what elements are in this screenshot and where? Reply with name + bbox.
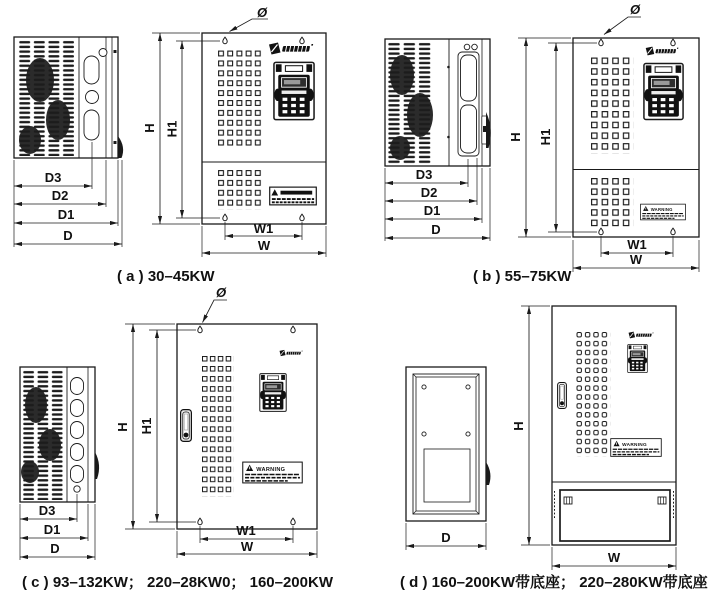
dim-label-d2: D2 (420, 185, 438, 200)
caption-a: ( a ) 30–45KW (117, 268, 215, 285)
side-view-c (20, 367, 99, 502)
vent-holes (591, 178, 633, 230)
dim-label-d1: D1 (57, 207, 75, 222)
dim-label-h: H (508, 132, 523, 142)
dim-label-w: W (240, 539, 254, 554)
dim-label-h: H (115, 422, 130, 432)
cutout-hole (74, 486, 80, 492)
cutout-slot (84, 110, 99, 140)
cable-hole (99, 49, 107, 57)
depth-dimensions-b (385, 158, 490, 241)
dim-label-w1: W1 (627, 237, 647, 252)
dim-label-d1: D1 (43, 522, 61, 537)
vent-holes (218, 170, 264, 210)
diameter-symbol: Ø (629, 2, 641, 17)
cable-hole (464, 44, 470, 50)
vent-grille (17, 40, 75, 156)
base-pedestal (555, 490, 674, 541)
dim-label-w1: W1 (236, 523, 256, 538)
dim-label-w: W (257, 238, 271, 253)
dim-label-d: D (50, 541, 60, 556)
dim-label-d: D (431, 222, 441, 237)
side-view-d (406, 367, 490, 521)
cutout-hole (86, 91, 99, 104)
vent-holes (577, 332, 611, 457)
dim-label-h1: H1 (538, 128, 553, 146)
vent-grille (21, 370, 65, 500)
dim-label-d: D (63, 228, 73, 243)
panel-d (400, 306, 708, 591)
keypad-display (644, 64, 683, 120)
keypad-display (260, 374, 286, 412)
diameter-symbol: Ø (256, 5, 268, 20)
door-handle (181, 410, 192, 442)
cable-hole (472, 44, 478, 50)
side-door-frame (458, 52, 479, 156)
grommet (118, 136, 123, 158)
depth-dimensions-d (406, 523, 486, 550)
dim-label-d3: D3 (415, 167, 433, 182)
side-view-a (14, 37, 123, 158)
side-view-b (385, 39, 491, 166)
dim-label-h: H (142, 123, 157, 133)
front-view-c (177, 324, 317, 529)
keypad-display (274, 62, 314, 119)
front-view-b (573, 38, 699, 237)
caption-c: ( c ) 93–132KW； 220–28KW0； 160–200KW (22, 574, 333, 591)
grommet (486, 462, 490, 485)
dim-label-w: W (607, 550, 621, 565)
door-handle (558, 382, 567, 408)
warning-label (641, 204, 686, 220)
panel-c (20, 285, 334, 591)
dim-label-d1: D1 (423, 203, 441, 218)
keypad-display (628, 344, 648, 372)
dim-label-h1: H1 (139, 417, 154, 435)
warning-label (611, 439, 662, 457)
cutout-slot (84, 56, 99, 84)
dim-label-d3: D3 (38, 503, 56, 518)
dim-label-w: W (629, 252, 643, 267)
warning-label (270, 187, 317, 205)
vent-holes (591, 58, 633, 154)
warning-label (243, 462, 302, 483)
dim-label-h1: H1 (164, 120, 180, 138)
caption-d: ( d ) 160–200KW带底座； 220–280KW带底座 (400, 574, 708, 591)
dim-label-d2: D2 (51, 188, 69, 203)
vent-holes (218, 51, 264, 150)
dim-label-h: H (511, 421, 526, 431)
depth-dimensions-c (20, 494, 95, 560)
dim-label-d: D (441, 530, 451, 545)
grommet (95, 452, 99, 479)
dim-label-w1: W1 (253, 221, 274, 236)
front-view-d (552, 306, 676, 545)
dim-label-d3: D3 (44, 170, 62, 185)
panel-b (385, 2, 699, 285)
panel-a (14, 5, 326, 285)
diameter-symbol: Ø (215, 285, 227, 300)
vent-holes (202, 356, 234, 497)
vent-grille (387, 42, 433, 164)
front-view-a (202, 33, 326, 224)
caption-b: ( b ) 55–75KW (473, 268, 572, 285)
